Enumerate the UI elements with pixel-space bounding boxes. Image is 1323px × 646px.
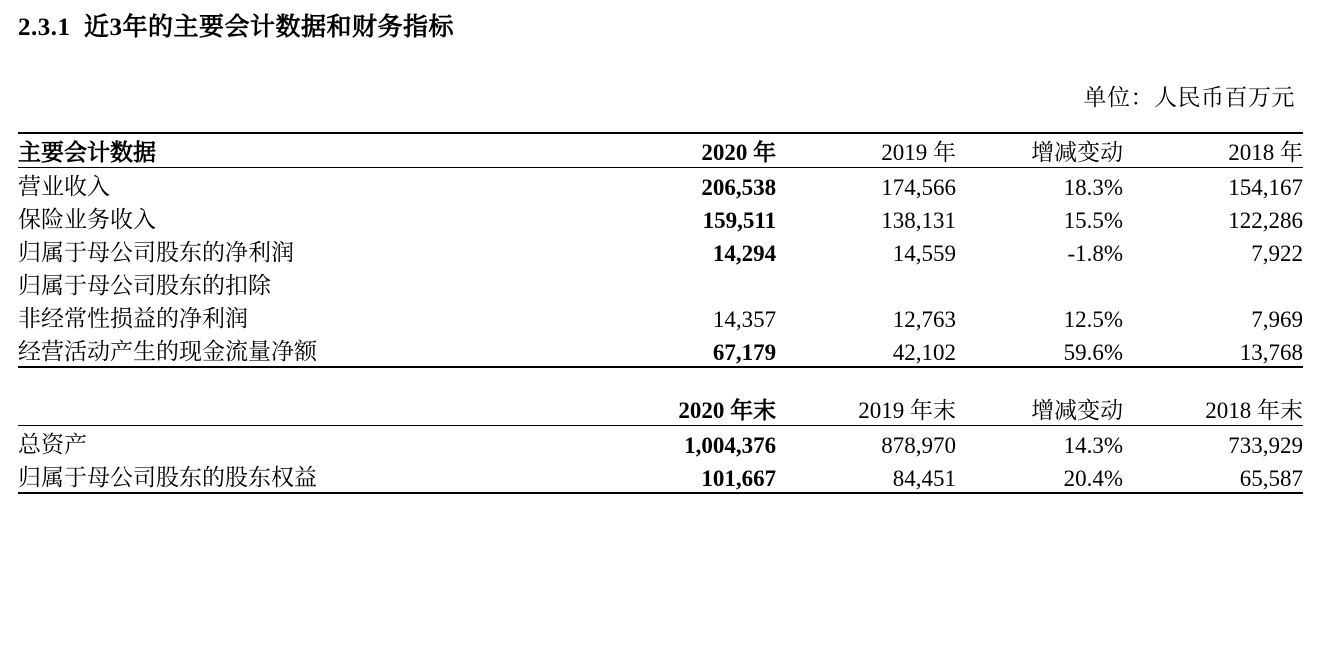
table-row [18,459,1303,493]
row-value-2020-end: 1,004,376 [684,432,777,458]
table-header-row [18,392,1303,426]
row-spacer [776,267,956,300]
header-2019: 2019 年 [881,139,957,165]
row-value-2020-end: 101,667 [701,465,777,491]
header-2019-end: 2019 年末 [858,397,957,423]
header-label [18,392,583,426]
table-gap [18,368,1303,392]
unit-note: 单位：人民币百万元 [1083,84,1295,110]
row-value-2019: 12,763 [892,306,957,332]
balance-data-table [18,392,1303,494]
row-value-2018-end: 733,929 [1228,432,1303,458]
row-value-2018: 122,286 [1228,207,1303,233]
row-value-2018: 7,922 [1251,240,1303,266]
table-header-row [18,133,1303,168]
row-label: 营业收入 [18,173,110,199]
header-2018-end: 2018 年末 [1205,397,1303,423]
table-row [18,167,1303,201]
row-value-2018: 13,768 [1239,339,1303,365]
row-spacer [1123,267,1303,300]
row-label: 归属于母公司股东的净利润 [18,239,294,265]
header-label: 主要会计数据 [18,139,156,165]
table-row [18,300,1303,333]
header-change: 增减变动 [1031,397,1124,423]
row-label: 归属于母公司股东的股东权益 [18,464,317,490]
row-value-change: 18.3% [1063,174,1124,200]
row-value-2019-end: 84,451 [892,465,957,491]
row-value-2020: 159,511 [702,207,777,233]
table-row [18,201,1303,234]
table-row [18,425,1303,459]
row-value-2020: 206,538 [701,174,777,200]
row-value-2018: 154,167 [1228,174,1303,200]
page-title [18,12,1303,45]
row-label: 总资产 [18,431,87,457]
row-value-2019: 174,566 [881,174,957,200]
table-row [18,333,1303,367]
document-page [0,12,1323,646]
row-value-change: 14.3% [1063,432,1124,458]
row-value-2019: 138,131 [881,207,957,233]
row-value-2020: 14,357 [712,306,777,332]
row-value-change: -1.8% [1067,240,1124,266]
row-label: 保险业务收入 [18,206,156,232]
row-label-line1: 归属于母公司股东的扣除 [18,272,271,298]
row-value-2018-end: 65,587 [1239,465,1303,491]
section-title-text: 近3年的主要会计数据和财务指标 [84,14,455,41]
row-value-2020: 14,294 [712,240,777,266]
row-value-2019-end: 878,970 [881,432,957,458]
row-value-2020: 67,179 [712,339,777,365]
row-value-change: 20.4% [1063,465,1124,491]
header-2020-end: 2020 年末 [678,397,777,423]
row-label: 经营活动产生的现金流量净额 [18,338,317,364]
row-value-change: 15.5% [1063,207,1124,233]
header-2018: 2018 年 [1228,139,1303,165]
row-value-2019: 42,102 [892,339,957,365]
row-value-change: 12.5% [1063,306,1124,332]
row-value-change: 59.6% [1063,339,1124,365]
row-value-2019: 14,559 [892,240,957,266]
accounting-data-table [18,132,1303,368]
header-2020: 2020 年 [701,139,777,165]
row-label-line2: 非经常性损益的净利润 [18,305,248,331]
header-change: 增减变动 [1031,139,1124,165]
section-number: 2.3.1 [18,14,71,41]
row-value-2018: 7,969 [1251,306,1303,332]
table-row-wrapped-label [18,267,1303,300]
table-row [18,234,1303,267]
row-spacer [583,267,776,300]
row-spacer [956,267,1123,300]
